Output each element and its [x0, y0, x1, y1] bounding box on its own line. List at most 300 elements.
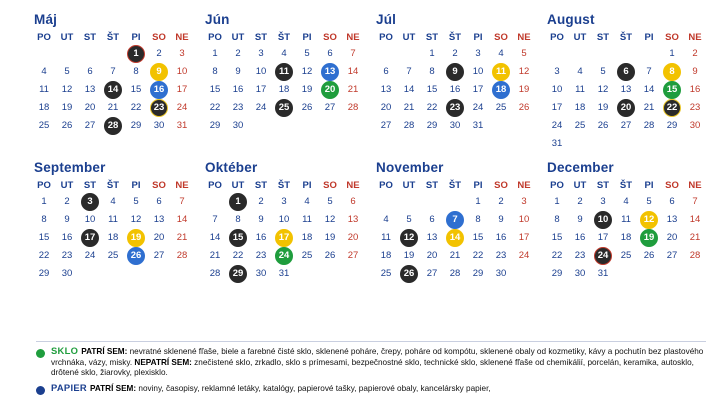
day-number: 15 [209, 84, 221, 95]
day-cell [80, 82, 100, 98]
day-number: 23 [574, 250, 586, 261]
weekday-label: PO [37, 32, 51, 43]
day-cell [639, 118, 659, 134]
weekday-label: UT [573, 180, 587, 191]
day-cell [639, 194, 659, 210]
day-number: 30 [255, 268, 267, 279]
day-cell [570, 266, 590, 282]
day-cell-marked [228, 230, 248, 246]
day-number: 16 [153, 84, 165, 95]
day-number: 8 [669, 66, 675, 77]
day-cell [468, 82, 488, 98]
day-cell [639, 100, 659, 116]
day-number: 28 [176, 250, 188, 261]
day-number: 28 [449, 268, 461, 279]
month-name: September [34, 160, 106, 175]
day-number: 31 [551, 138, 563, 149]
day-number: 2 [235, 48, 241, 59]
day-number: 15 [130, 84, 142, 95]
day-number: 4 [383, 214, 389, 225]
weekday-label: NE [346, 32, 360, 43]
day-cell [376, 118, 396, 134]
day-number: 10 [176, 66, 188, 77]
day-cell-marked [639, 212, 659, 228]
day-cell [422, 118, 442, 134]
day-grid [376, 194, 539, 282]
day-cell [80, 248, 100, 264]
day-number: 7 [452, 214, 458, 225]
day-cell [80, 64, 100, 80]
day-number: 17 [597, 232, 609, 243]
day-number: 23 [255, 250, 267, 261]
day-cell [126, 212, 146, 228]
day-cell [514, 100, 534, 116]
legend-row [36, 346, 708, 379]
day-number: 9 [498, 214, 504, 225]
day-cell-marked [149, 64, 169, 80]
day-cell [593, 266, 613, 282]
day-number: 15 [666, 84, 678, 95]
day-number: 24 [472, 102, 484, 113]
day-number: 13 [347, 214, 359, 225]
day-number: 24 [255, 102, 267, 113]
legend-divider [36, 341, 706, 342]
month-block [376, 154, 539, 282]
weekday-label: SO [494, 32, 508, 43]
day-number: 20 [426, 250, 438, 261]
day-number: 14 [689, 214, 701, 225]
day-cell [593, 100, 613, 116]
day-number: 7 [350, 48, 356, 59]
day-number: 7 [406, 66, 412, 77]
day-number: 30 [449, 120, 461, 131]
weekday-label: UT [402, 180, 416, 191]
day-cell-marked [662, 82, 682, 98]
day-number: 26 [130, 250, 142, 261]
day-cell-empty [399, 46, 419, 62]
day-cell [103, 212, 123, 228]
legend [36, 346, 708, 420]
day-number: 26 [324, 250, 336, 261]
day-cell [297, 248, 317, 264]
day-cell [514, 212, 534, 228]
day-number: 2 [498, 196, 504, 207]
legend-title: PAPIER [51, 381, 88, 393]
day-cell [34, 100, 54, 116]
day-number: 26 [518, 102, 530, 113]
day-cell [103, 194, 123, 210]
day-number: 6 [669, 196, 675, 207]
day-cell [297, 64, 317, 80]
month-name: December [547, 160, 614, 175]
day-cell [662, 230, 682, 246]
day-cell [297, 212, 317, 228]
day-cell [57, 64, 77, 80]
day-grid [547, 46, 710, 152]
day-cell [593, 118, 613, 134]
day-cell [547, 100, 567, 116]
day-cell [685, 64, 705, 80]
day-cell-marked [80, 194, 100, 210]
weekday-label: SO [665, 180, 679, 191]
day-number: 29 [426, 120, 438, 131]
weekday-label: PO [379, 32, 393, 43]
day-number: 4 [41, 66, 47, 77]
day-cell [468, 194, 488, 210]
day-number: 28 [209, 268, 221, 279]
day-number: 17 [472, 84, 484, 95]
legend-text [51, 346, 708, 379]
day-cell-marked [228, 266, 248, 282]
day-number: 7 [179, 196, 185, 207]
day-cell-marked [616, 64, 636, 80]
day-cell [251, 64, 271, 80]
day-number: 13 [153, 214, 165, 225]
day-cell [399, 212, 419, 228]
day-cell [251, 100, 271, 116]
day-cell-empty [399, 194, 419, 210]
day-grid [34, 194, 197, 282]
day-cell-marked [274, 248, 294, 264]
day-cell [126, 118, 146, 134]
day-cell [376, 230, 396, 246]
weekday-label: PI [302, 32, 312, 43]
day-cell-marked [445, 230, 465, 246]
day-number: 9 [692, 66, 698, 77]
day-cell [57, 248, 77, 264]
day-number: 12 [130, 214, 142, 225]
day-cell [126, 82, 146, 98]
day-cell [593, 230, 613, 246]
day-number: 9 [452, 66, 458, 77]
day-cell [547, 212, 567, 228]
day-cell [547, 82, 567, 98]
weekday-label: NE [346, 180, 360, 191]
month-block [205, 6, 368, 152]
day-cell [205, 212, 225, 228]
day-number: 17 [278, 232, 290, 243]
day-cell [297, 46, 317, 62]
day-number: 5 [600, 66, 606, 77]
weekday-header-row [34, 180, 197, 191]
day-cell [205, 64, 225, 80]
day-number: 8 [429, 66, 435, 77]
weekday-label: UT [231, 180, 245, 191]
day-number: 17 [255, 84, 267, 95]
day-cell [639, 64, 659, 80]
day-cell-empty [376, 194, 396, 210]
day-number: 6 [87, 66, 93, 77]
day-number: 19 [324, 232, 336, 243]
day-number: 26 [597, 120, 609, 131]
day-number: 14 [107, 84, 119, 95]
day-cell [547, 118, 567, 134]
day-cell [172, 230, 192, 246]
day-cell-marked [662, 100, 682, 116]
day-cell [251, 248, 271, 264]
day-cell [172, 46, 192, 62]
day-number: 30 [153, 120, 165, 131]
day-cell [172, 82, 192, 98]
day-number: 24 [84, 250, 96, 261]
month-name: Oktéber [205, 160, 258, 175]
day-cell [639, 82, 659, 98]
day-number: 2 [64, 196, 70, 207]
day-number: 11 [495, 66, 507, 77]
day-number: 12 [597, 84, 609, 95]
day-number: 25 [620, 250, 632, 261]
month-name: Máj [34, 12, 58, 27]
day-cell [491, 194, 511, 210]
day-number: 27 [153, 250, 165, 261]
weekday-label: PO [379, 180, 393, 191]
day-cell [274, 82, 294, 98]
day-cell [547, 266, 567, 282]
day-cell [445, 248, 465, 264]
day-cell-empty [103, 46, 123, 62]
day-cell-empty [57, 46, 77, 62]
weekday-label: PI [131, 32, 141, 43]
day-cell [376, 100, 396, 116]
day-cell [399, 100, 419, 116]
day-cell-marked [149, 100, 169, 116]
day-number: 20 [620, 102, 632, 113]
day-grid [205, 194, 368, 282]
day-number: 5 [406, 214, 412, 225]
day-cell [80, 100, 100, 116]
legend-text-part: nevratné sklenené fľaše, biele a farebné čisté sklo, sklenené poháre, črepy, poháre od kompótu, sklenené obaly od kozmetiky, kávy a pochutín bez plastového vrchnáka, vázy, misky. [51, 347, 704, 367]
day-number: 28 [643, 120, 655, 131]
day-number: 12 [61, 84, 73, 95]
day-cell [593, 194, 613, 210]
day-cell [422, 46, 442, 62]
day-number: 5 [64, 66, 70, 77]
day-cell [570, 212, 590, 228]
day-number: 25 [301, 250, 313, 261]
day-number: 18 [301, 232, 313, 243]
weekday-label: PO [550, 180, 564, 191]
day-number: 16 [255, 232, 267, 243]
day-number: 19 [403, 250, 415, 261]
day-number: 30 [689, 120, 701, 131]
day-number: 30 [232, 120, 244, 131]
weekday-label: ŠT [106, 32, 120, 43]
day-cell-marked [80, 230, 100, 246]
day-number: 2 [577, 196, 583, 207]
weekday-label: UT [402, 32, 416, 43]
day-number: 17 [551, 102, 563, 113]
day-cell [103, 100, 123, 116]
day-cell [547, 194, 567, 210]
day-cell [205, 46, 225, 62]
day-cell [228, 212, 248, 228]
day-cell [685, 194, 705, 210]
weekday-label: ŠT [448, 180, 462, 191]
day-cell [228, 100, 248, 116]
day-cell [297, 82, 317, 98]
day-number: 21 [403, 102, 415, 113]
day-number: 18 [574, 102, 586, 113]
day-number: 3 [87, 196, 93, 207]
day-cell [422, 100, 442, 116]
day-cell-marked [126, 46, 146, 62]
day-cell [172, 194, 192, 210]
day-cell [343, 212, 363, 228]
day-number: 16 [232, 84, 244, 95]
day-cell [343, 230, 363, 246]
day-number: 5 [133, 196, 139, 207]
day-number: 12 [518, 66, 530, 77]
day-cell [228, 46, 248, 62]
day-cell-marked [149, 82, 169, 98]
day-number: 10 [551, 84, 563, 95]
day-cell [570, 230, 590, 246]
day-number: 19 [643, 232, 655, 243]
day-number: 10 [255, 66, 267, 77]
legend-bullet-icon [36, 349, 45, 358]
day-cell [57, 266, 77, 282]
weekday-label: UT [573, 32, 587, 43]
day-number: 17 [84, 232, 96, 243]
day-number: 15 [426, 84, 438, 95]
day-number: 5 [304, 48, 310, 59]
day-number: 5 [327, 196, 333, 207]
day-number: 30 [61, 268, 73, 279]
day-number: 3 [258, 48, 264, 59]
weekday-label: ST [596, 180, 610, 191]
day-cell [445, 118, 465, 134]
day-cell [126, 194, 146, 210]
day-number: 4 [304, 196, 310, 207]
weekday-label: PI [644, 180, 654, 191]
day-cell [205, 82, 225, 98]
day-number: 26 [643, 250, 655, 261]
day-number: 6 [156, 196, 162, 207]
day-number: 11 [621, 214, 631, 225]
day-number: 27 [666, 250, 678, 261]
day-cell-marked [126, 230, 146, 246]
day-cell [103, 248, 123, 264]
day-cell [422, 248, 442, 264]
day-number: 29 [666, 120, 678, 131]
weekday-label: PI [131, 180, 141, 191]
day-number: 7 [646, 66, 652, 77]
day-number: 14 [347, 66, 359, 77]
day-number: 22 [666, 102, 678, 113]
day-cell [149, 230, 169, 246]
day-number: 13 [620, 84, 632, 95]
day-number: 9 [235, 66, 241, 77]
day-cell [685, 248, 705, 264]
day-cell [685, 100, 705, 116]
day-number: 13 [666, 214, 678, 225]
day-cell-empty [616, 46, 636, 62]
day-number: 19 [301, 84, 313, 95]
day-cell [320, 100, 340, 116]
legend-text-part: PATRÍ SEM: [90, 383, 137, 393]
day-number: 23 [232, 102, 244, 113]
weekday-label: ST [425, 32, 439, 43]
day-cell [149, 46, 169, 62]
day-cell [491, 266, 511, 282]
day-cell [468, 100, 488, 116]
weekday-label: NE [688, 32, 702, 43]
day-number: 14 [643, 84, 655, 95]
day-cell [616, 230, 636, 246]
day-number: 14 [403, 84, 415, 95]
day-cell [662, 118, 682, 134]
day-cell [639, 248, 659, 264]
day-cell-empty [547, 46, 567, 62]
weekday-label: ŠT [619, 32, 633, 43]
day-number: 8 [554, 214, 560, 225]
day-number: 1 [41, 196, 47, 207]
day-cell [547, 64, 567, 80]
day-number: 8 [41, 214, 47, 225]
day-number: 4 [577, 66, 583, 77]
day-number: 4 [498, 48, 504, 59]
day-cell-marked [228, 194, 248, 210]
day-cell-marked [491, 82, 511, 98]
day-cell [343, 64, 363, 80]
day-cell-empty [570, 46, 590, 62]
day-number: 12 [324, 214, 336, 225]
day-cell [149, 212, 169, 228]
day-cell-marked [445, 212, 465, 228]
day-cell [343, 100, 363, 116]
weekday-label: SO [323, 32, 337, 43]
day-number: 11 [575, 84, 585, 95]
day-number: 23 [689, 102, 701, 113]
day-number: 1 [475, 196, 481, 207]
weekday-label: PI [473, 180, 483, 191]
day-number: 8 [475, 214, 481, 225]
day-cell [422, 266, 442, 282]
day-cell [662, 212, 682, 228]
day-number: 8 [235, 214, 241, 225]
day-cell [251, 266, 271, 282]
weekday-label: NE [175, 180, 189, 191]
day-number: 29 [232, 268, 244, 279]
weekday-label: PI [644, 32, 654, 43]
day-number: 27 [620, 120, 632, 131]
day-cell [57, 194, 77, 210]
day-cell [491, 248, 511, 264]
month-block [205, 154, 368, 282]
day-number: 15 [232, 232, 244, 243]
day-cell [547, 248, 567, 264]
day-cell [616, 194, 636, 210]
day-number: 1 [235, 196, 241, 207]
weekday-header-row [547, 32, 710, 43]
day-number: 24 [597, 250, 609, 261]
day-cell [320, 212, 340, 228]
day-number: 23 [495, 250, 507, 261]
weekday-header-row [205, 180, 368, 191]
day-number: 30 [495, 268, 507, 279]
day-cell [343, 248, 363, 264]
day-cell [376, 212, 396, 228]
day-number: 14 [176, 214, 188, 225]
day-cell [616, 248, 636, 264]
day-cell [34, 212, 54, 228]
legend-text-part: PATRÍ SEM: [81, 347, 128, 356]
month-block [547, 6, 710, 152]
day-number: 3 [554, 66, 560, 77]
day-cell [251, 82, 271, 98]
weekday-label: PI [302, 180, 312, 191]
month-name: November [376, 160, 444, 175]
